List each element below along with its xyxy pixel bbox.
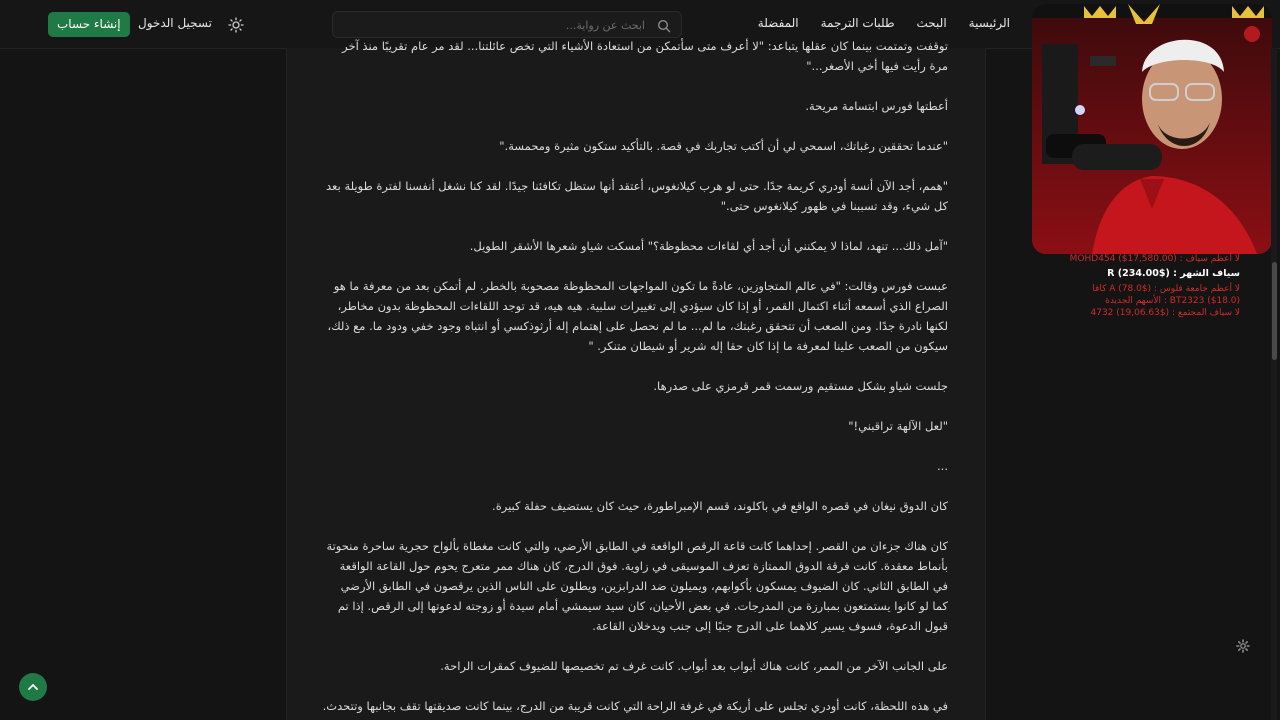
paragraph: "لعل الآلهة تراقبني!": [848, 419, 948, 433]
scrollbar-track[interactable]: [1271, 48, 1277, 720]
scrollbar-thumb[interactable]: [1272, 262, 1277, 360]
nav-translation-requests[interactable]: طلبات الترجمة: [820, 16, 895, 30]
paragraph: كان الدوق نيغان في قصره الواقع في باكلوند، قسم الإمبراطورة، حيث كان يستضيف حفلة كبيرة.: [492, 499, 948, 513]
gear-icon[interactable]: [1236, 638, 1250, 652]
donor-line: لا أعظم سياف : MOHD454 ($17,580.00): [1069, 254, 1240, 264]
nav-search[interactable]: البحث: [916, 16, 947, 30]
webcam-overlay: [1032, 4, 1272, 254]
nav-favorites[interactable]: المفضلة: [757, 16, 799, 30]
chevron-up-icon: [19, 673, 47, 701]
paragraph: ...: [937, 459, 948, 473]
scroll-to-top-button[interactable]: [19, 673, 47, 701]
paragraph: على الجانب الآخر من الممر، كانت هناك أبواب بعد أبواب. كانت غرف تم تخصيصها للضيوف كمقرات الراحة.: [440, 659, 948, 673]
paragraph: "عندما تحققين رغباتك، اسمحي لي أن أكتب تجاربك في قصة. بالتأكيد ستكون مثيرة ومحمسة.": [499, 139, 948, 153]
search-icon: [657, 18, 671, 32]
donor-line: لا سياف المجتمع : ($19,06.63) 4732: [1090, 308, 1240, 318]
donor-line: سياف الشهر : ($234.00) R: [1107, 268, 1240, 279]
paragraph: في هذه اللحظة، كانت أودري تجلس على أريكة في غرفة الراحة التي كانت قريبة من الدرج، بينما كانت صديقتها تقف بجانبها وتتحدث.: [322, 699, 948, 713]
paragraph: "همم، أجد الآن أنسة أودري كريمة جدًا. حتى لو هرب كيلانغوس، أعتقد أنها ستظل تكافئنا جيدًا. لقد كنا نشغل أنفسنا لفترة طويلة بعد كل شيء، وقد تسببنا في ظهور كيلانغوس حتى.": [326, 179, 948, 213]
main-nav: [758, 16, 1010, 30]
create-account-button[interactable]: إنشاء حساب: [48, 12, 130, 37]
search-input[interactable]: [353, 12, 647, 39]
paragraph: كان هناك جزءان من القصر. إحداهما كانت قاعة الرقص الواقعة في الطابق الأرضي، والتي كانت مغطاة بألواح حجرية ساحرة منحوتة بأنماط معقدة. كانت فرقة الدوق الممتازة تعزف الموسيقى في زاوية. فوق الدرج، كان هناك ممر متعرج يحوم حول القاعة الواقعة في الطابق الثاني. كان الضيوف يمسكون بأكوابهم، ويميلون ضد الدرابزين، ويطلون على الناس الذين يرقصون في الطابق الأرضي كما لو كانوا يستمتعون بمبارزة من المدرجات. في بعض الأحيان، كان سيد سيمشي أمام سيدة أو زوجته لدعوتها إلى الرقص. إذا تم قبول الدعوة، فسوف يسير كلاهما على الدرج جنبًا إلى جنب ويدخلان القاعة.: [326, 539, 948, 633]
login-link[interactable]: تسجيل الدخول: [138, 16, 212, 30]
chapter-text: [322, 36, 948, 720]
donor-line: لا أعظم جامعة فلوس : ($78.0) A كافا: [1092, 284, 1240, 294]
search-box[interactable]: [332, 11, 682, 38]
paragraph: "آمل ذلك... تنهد، لماذا لا يمكنني أن أجد أي لقاءات محظوظة؟" أمسكت شياو شعرها الأشقر الطويل.: [469, 239, 948, 253]
donor-line: ($18.0) BT2323 : الأسهم الجديدة: [1105, 296, 1240, 306]
sun-icon[interactable]: [228, 17, 244, 33]
streamer-video-icon: [1032, 4, 1272, 254]
nav-home[interactable]: الرئيسية: [968, 16, 1010, 30]
paragraph: عبست فورس وقالت: "في عالم المتجاوزين، عادةً ما تكون المواجهات المحظوظة مصحوبة بالخطر. لم أتمكن بعد من معرفة ما هو الصراع الذي أسمعه أثناء اكتمال القمر، أو إذا كان سيؤدي إلى تغييرات سلبية. هيه هيه، قد توجد اللقاءات المحظوظة بدون مخاطر، لكنها نادرة جدًا. ومن الصعب أن تتحقق رغبتك، ما لم... ما لم نحصل على إهتمام إله أرثوذكسي أو انتباه وجود خفي ودود ما. مع ذلك، سيكون من الصعب علينا لمعرفة ما إذا كان حقا إله شرير أو شيطان متنكر. ": [327, 279, 948, 353]
paragraph: توقفت وتمتمت بينما كان عقلها يتباعد: "لا أعرف متى سأتمكن من استعادة الأشياء التي تخص عائلتنا... لقد مر عام تقريبًا منذ آخر مرة رأيت فيها أخي الأصغر...": [342, 39, 948, 73]
paragraph: جلست شياو بشكل مستقيم ورسمت قمر قرمزي على صدرها.: [653, 379, 948, 393]
paragraph: أعطتها فورس ابتسامة مريحة.: [805, 99, 948, 113]
